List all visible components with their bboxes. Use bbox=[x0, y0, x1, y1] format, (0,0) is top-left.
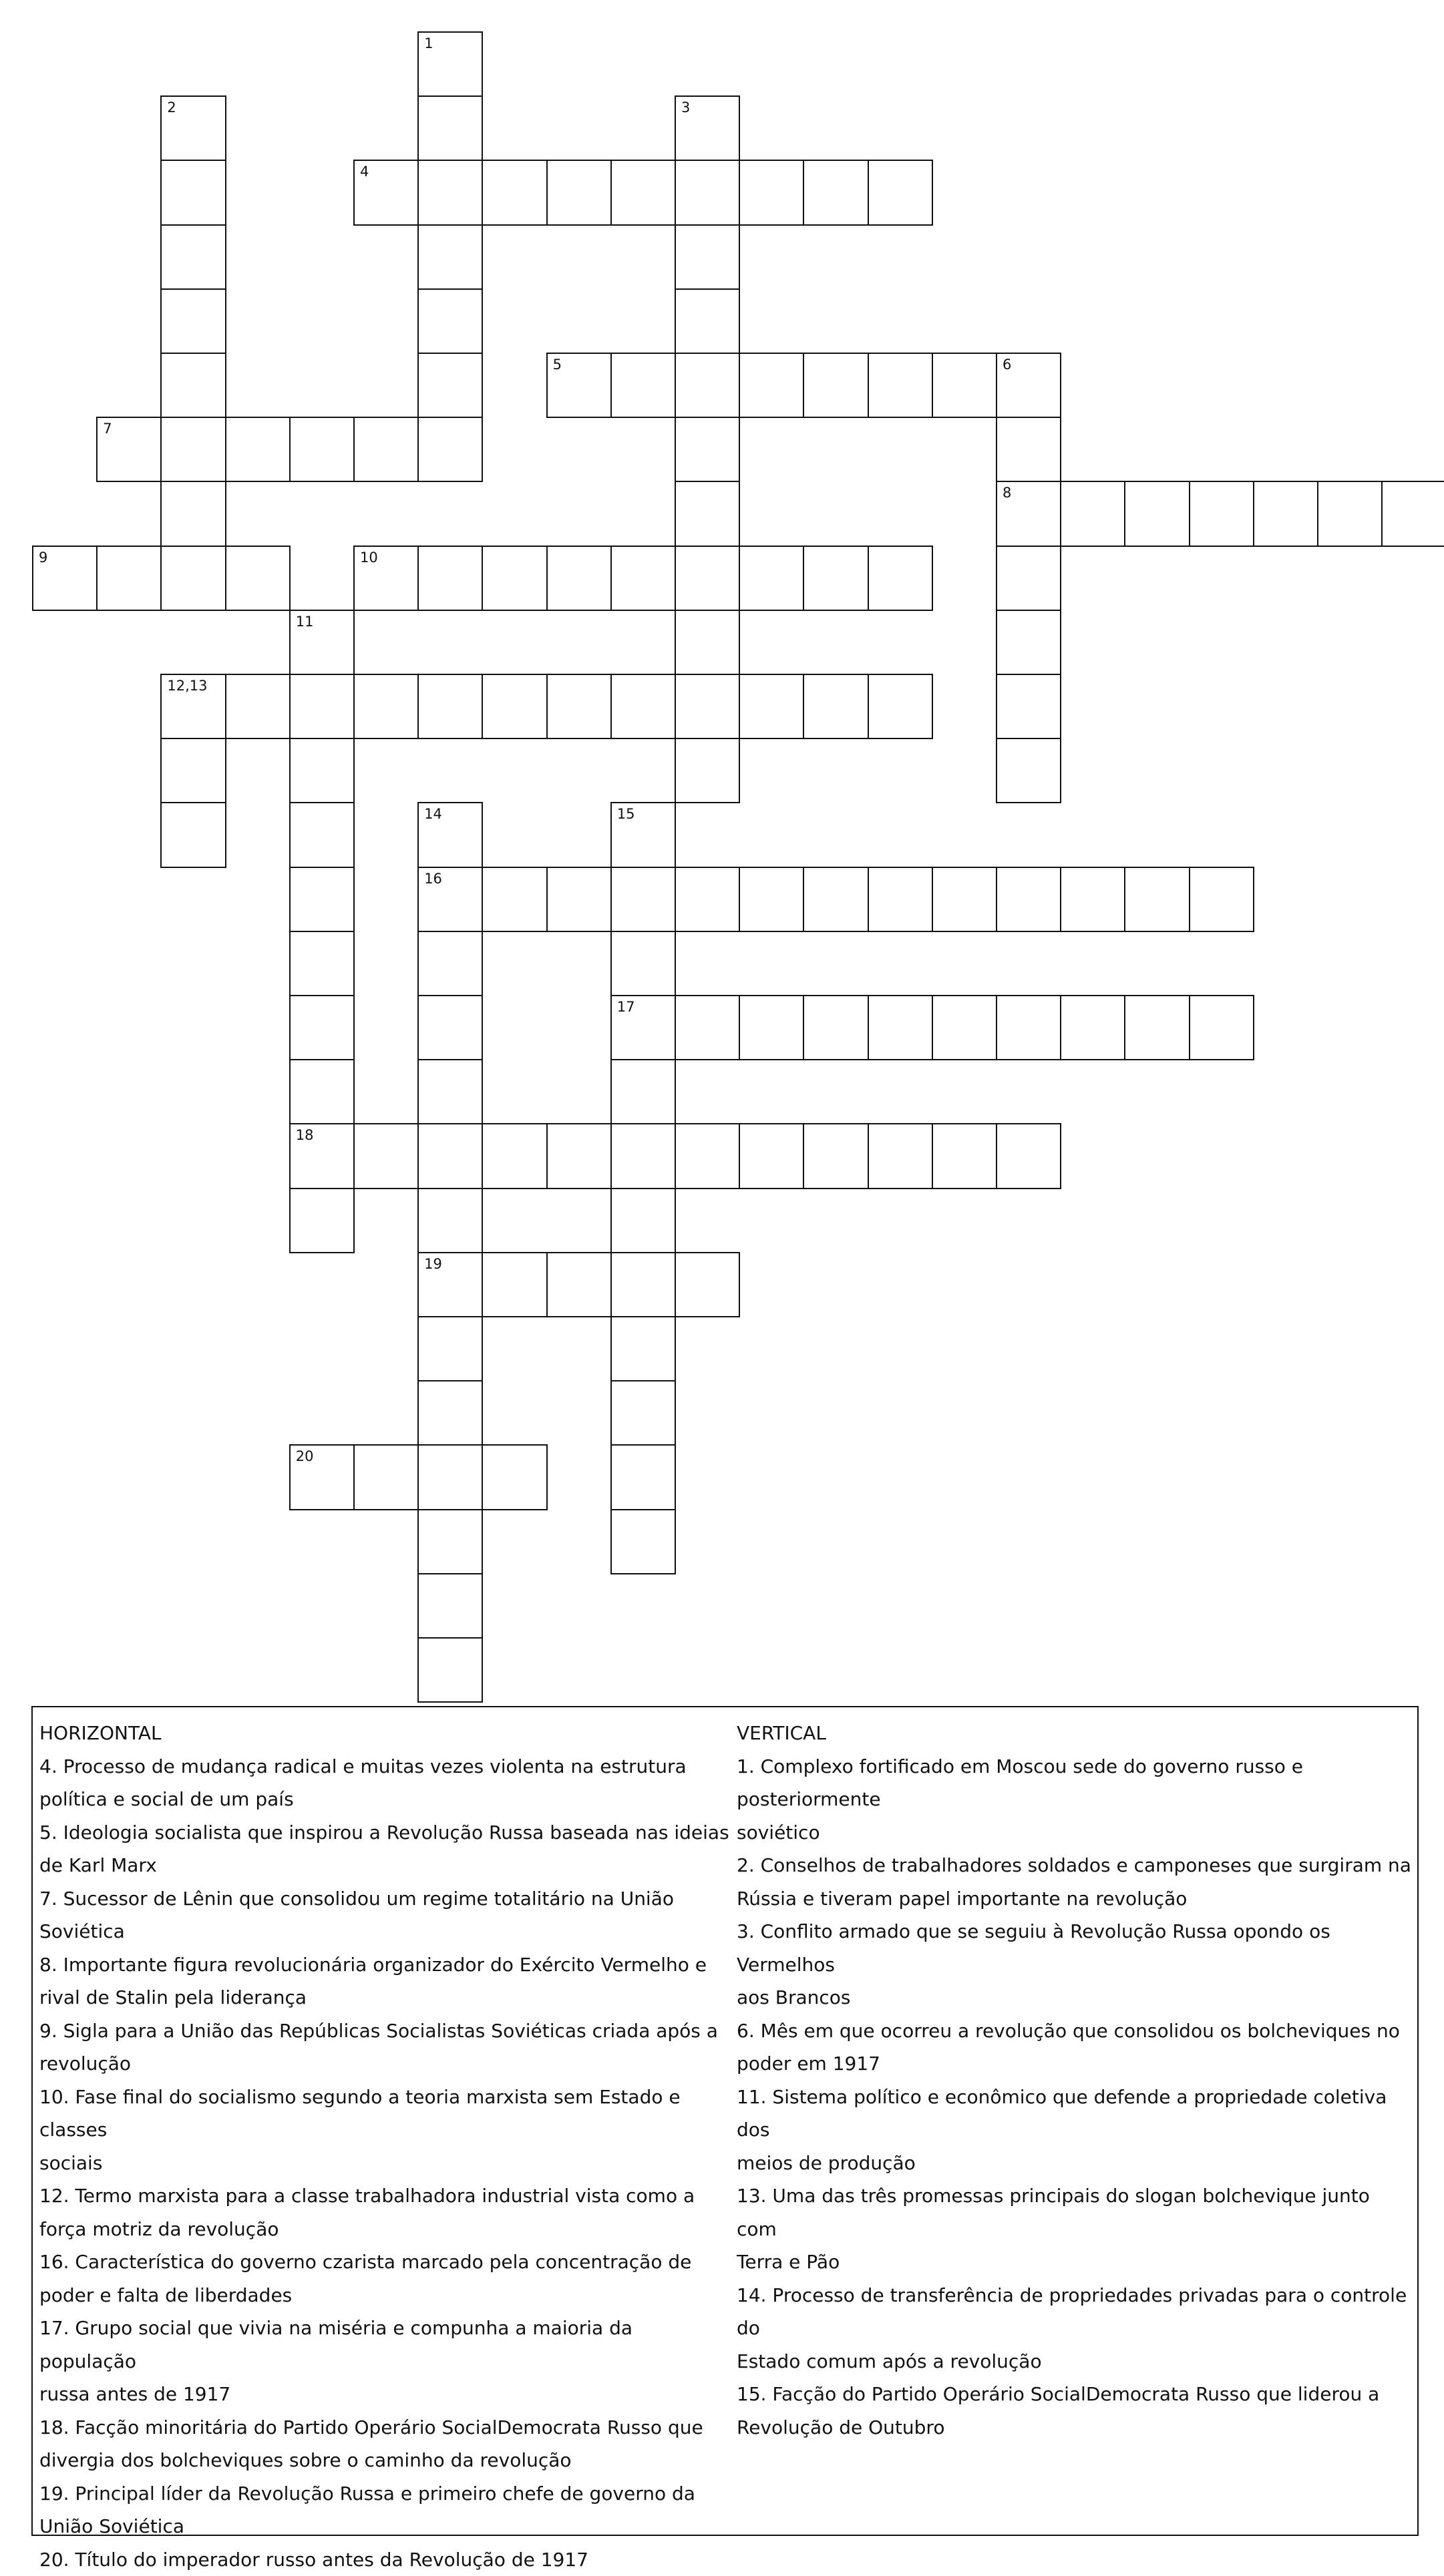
crossword-cell[interactable] bbox=[417, 353, 483, 418]
crossword-cell[interactable] bbox=[868, 353, 933, 418]
crossword-cell[interactable] bbox=[546, 546, 612, 611]
crossword-cell[interactable] bbox=[1124, 867, 1190, 932]
crossword-cell[interactable] bbox=[1189, 867, 1254, 932]
clue-number: 3 bbox=[681, 101, 690, 115]
crossword-cell[interactable] bbox=[610, 995, 676, 1060]
vertical-clue-line: 6. Mês em que ocorreu a revolução que consolidou os bolcheviques no bbox=[737, 2014, 1411, 2048]
crossword-cell[interactable] bbox=[868, 1123, 933, 1189]
horizontal-clue-line: sociais bbox=[39, 2147, 731, 2180]
horizontal-clue-line: divergia dos bolcheviques sobre o caminho da revolução bbox=[39, 2444, 731, 2477]
crossword-cell[interactable] bbox=[739, 674, 804, 739]
crossword-cell[interactable] bbox=[803, 674, 868, 739]
clue-number: 18 bbox=[296, 1128, 314, 1142]
crossword-cell[interactable] bbox=[289, 610, 355, 675]
crossword-cell[interactable] bbox=[160, 738, 226, 803]
vertical-clue-line: soviético bbox=[737, 1816, 1411, 1850]
clue-number: 16 bbox=[424, 872, 442, 886]
crossword-cell[interactable] bbox=[225, 546, 291, 611]
crossword-cell[interactable] bbox=[482, 674, 547, 739]
vertical-clue-line: Rússia e tiveram papel importante na revolução bbox=[737, 1882, 1411, 1916]
clue-number: 2 bbox=[167, 101, 176, 115]
crossword-cell[interactable] bbox=[1060, 867, 1125, 932]
crossword-cell[interactable] bbox=[739, 546, 804, 611]
vertical-clue-line: aos Brancos bbox=[737, 1981, 1411, 2014]
crossword-cell[interactable] bbox=[868, 867, 933, 932]
crossword-cell[interactable] bbox=[610, 353, 676, 418]
crossword-cell[interactable] bbox=[96, 546, 162, 611]
crossword-cell[interactable] bbox=[739, 867, 804, 932]
crossword-cell[interactable] bbox=[610, 1188, 676, 1253]
crossword-cell[interactable] bbox=[675, 1123, 740, 1189]
crossword-cell[interactable] bbox=[417, 546, 483, 611]
clue-number: 8 bbox=[1003, 486, 1011, 500]
horizontal-clue-line: 16. Característica do governo czarista marcado pela concentração de bbox=[39, 2245, 731, 2279]
crossword-cell[interactable] bbox=[225, 417, 291, 482]
clue-number: 4 bbox=[360, 165, 369, 179]
crossword-cell[interactable] bbox=[610, 1380, 676, 1446]
crossword-cell[interactable] bbox=[32, 546, 98, 611]
crossword-cell[interactable] bbox=[417, 1059, 483, 1124]
crossword-cell[interactable] bbox=[546, 1252, 612, 1317]
vertical-clue-line: poder em 1917 bbox=[737, 2047, 1411, 2081]
crossword-cell[interactable] bbox=[739, 1123, 804, 1189]
crossword-cell[interactable] bbox=[160, 802, 226, 867]
horizontal-clue-line: rival de Stalin pela liderança bbox=[39, 1981, 731, 2014]
crossword-cell[interactable] bbox=[417, 867, 483, 932]
clue-number: 9 bbox=[39, 551, 47, 565]
crossword-cell[interactable] bbox=[289, 867, 355, 932]
crossword-cell[interactable] bbox=[289, 1444, 355, 1510]
clue-number: 1 bbox=[424, 37, 433, 51]
crossword-cell[interactable] bbox=[803, 353, 868, 418]
horizontal-clue-line: 18. Facção minoritária do Partido Operário SocialDemocrata Russo que bbox=[39, 2411, 731, 2444]
crossword-cell[interactable] bbox=[353, 160, 419, 225]
crossword-cell[interactable] bbox=[996, 417, 1061, 482]
crossword-cell[interactable] bbox=[353, 1444, 419, 1510]
crossword-cell[interactable] bbox=[996, 995, 1061, 1060]
crossword-cell[interactable] bbox=[675, 95, 740, 161]
crossword-cell[interactable] bbox=[739, 353, 804, 418]
crossword-cell[interactable] bbox=[996, 610, 1061, 675]
crossword-cell[interactable] bbox=[610, 546, 676, 611]
vertical-clue-line: 3. Conflito armado que se seguiu à Revolução Russa opondo os Vermelhos bbox=[737, 1915, 1411, 1981]
vertical-clue-line: meios de produção bbox=[737, 2147, 1411, 2180]
vertical-clue-line: 15. Facção do Partido Operário SocialDemocrata Russo que liderou a bbox=[737, 2378, 1411, 2411]
crossword-cell[interactable] bbox=[1060, 995, 1125, 1060]
crossword-cell[interactable] bbox=[289, 417, 355, 482]
clue-number: 5 bbox=[553, 358, 562, 372]
crossword-cell[interactable] bbox=[868, 995, 933, 1060]
horizontal-clue-line: 9. Sigla para a União das Repúblicas Socialistas Soviéticas criada após a bbox=[39, 2014, 731, 2048]
crossword-cell[interactable] bbox=[1189, 995, 1254, 1060]
clue-number: 7 bbox=[103, 422, 112, 436]
crossword-cell[interactable] bbox=[610, 931, 676, 996]
crossword-cell[interactable] bbox=[482, 546, 547, 611]
crossword-cell[interactable] bbox=[675, 610, 740, 675]
crossword-cell[interactable] bbox=[932, 995, 997, 1060]
crossword-cell[interactable] bbox=[932, 1123, 997, 1189]
horizontal-clue-line: 12. Termo marxista para a classe trabalhadora industrial vista como a bbox=[39, 2179, 731, 2213]
clues-box bbox=[31, 1706, 1419, 2536]
crossword-cell[interactable] bbox=[417, 1573, 483, 1639]
crossword-cell[interactable] bbox=[546, 674, 612, 739]
crossword-cell[interactable] bbox=[417, 1188, 483, 1253]
crossword-cell[interactable] bbox=[160, 481, 226, 546]
crossword-cell[interactable] bbox=[160, 224, 226, 290]
crossword-cell[interactable] bbox=[417, 224, 483, 290]
crossword-cell[interactable] bbox=[996, 546, 1061, 611]
horizontal-clue-line: 20. Título do imperador russo antes da Revolução de 1917 bbox=[39, 2543, 731, 2576]
crossword-cell[interactable] bbox=[675, 674, 740, 739]
crossword-cell[interactable] bbox=[417, 1444, 483, 1510]
crossword-cell[interactable] bbox=[96, 417, 162, 482]
crossword-cell[interactable] bbox=[417, 417, 483, 482]
horizontal-clue-line: poder e falta de liberdades bbox=[39, 2279, 731, 2312]
crossword-cell[interactable] bbox=[803, 867, 868, 932]
crossword-cell[interactable] bbox=[417, 995, 483, 1060]
crossword-cell[interactable] bbox=[417, 674, 483, 739]
crossword-cell[interactable] bbox=[868, 674, 933, 739]
crossword-cell[interactable] bbox=[610, 802, 676, 867]
crossword-cell[interactable] bbox=[675, 867, 740, 932]
crossword-cell[interactable] bbox=[417, 95, 483, 161]
crossword-cell[interactable] bbox=[353, 546, 419, 611]
crossword-cell[interactable] bbox=[417, 1252, 483, 1317]
crossword-cell[interactable] bbox=[610, 1059, 676, 1124]
crossword-cell[interactable] bbox=[610, 674, 676, 739]
crossword-cell[interactable] bbox=[739, 160, 804, 225]
crossword-cell[interactable] bbox=[932, 353, 997, 418]
crossword-cell[interactable] bbox=[868, 546, 933, 611]
horizontal-clue-line: 8. Importante figura revolucionária organizador do Exército Vermelho e bbox=[39, 1948, 731, 1982]
crossword-cell[interactable] bbox=[353, 1123, 419, 1189]
crossword-cell[interactable] bbox=[160, 288, 226, 354]
crossword-cell[interactable] bbox=[289, 802, 355, 867]
crossword-cell[interactable] bbox=[675, 995, 740, 1060]
crossword-cell[interactable] bbox=[932, 867, 997, 932]
crossword-cell[interactable] bbox=[739, 995, 804, 1060]
crossword-cell[interactable] bbox=[610, 867, 676, 932]
crossword-cell[interactable] bbox=[675, 481, 740, 546]
crossword-cell[interactable] bbox=[417, 1509, 483, 1574]
crossword-cell[interactable] bbox=[1381, 481, 1444, 546]
crossword-cell[interactable] bbox=[803, 160, 868, 225]
crossword-cell[interactable] bbox=[160, 674, 226, 739]
horizontal-clue-line: 19. Principal líder da Revolução Russa e primeiro chefe de governo da bbox=[39, 2477, 731, 2511]
horizontal-clue-line: 5. Ideologia socialista que inspirou a Revolução Russa baseada nas ideias bbox=[39, 1816, 731, 1850]
vertical-clue-line: Revolução de Outubro bbox=[737, 2411, 1411, 2444]
crossword-cell[interactable] bbox=[675, 417, 740, 482]
crossword-cell[interactable] bbox=[1253, 481, 1318, 546]
crossword-cell[interactable] bbox=[482, 867, 547, 932]
crossword-cell[interactable] bbox=[996, 353, 1061, 418]
vertical-clue-line: 14. Processo de transferência de propriedades privadas para o controle do bbox=[737, 2279, 1411, 2345]
crossword-cell[interactable] bbox=[417, 288, 483, 354]
crossword-cell[interactable] bbox=[417, 802, 483, 867]
clue-number: 12,13 bbox=[167, 679, 207, 693]
crossword-cell[interactable] bbox=[289, 1188, 355, 1253]
horizontal-clue-line: política e social de um país bbox=[39, 1783, 731, 1816]
horizontal-clue-line: Soviética bbox=[39, 1915, 731, 1948]
horizontal-clue-line: revolução bbox=[39, 2047, 731, 2081]
crossword-cell[interactable] bbox=[417, 1123, 483, 1189]
clue-number: 17 bbox=[617, 1000, 635, 1014]
crossword-cell[interactable] bbox=[996, 674, 1061, 739]
crossword-cell[interactable] bbox=[1060, 481, 1125, 546]
crossword-cell[interactable] bbox=[160, 95, 226, 161]
crossword-cell[interactable] bbox=[996, 867, 1061, 932]
crossword-cell[interactable] bbox=[417, 31, 483, 97]
crossword-cell[interactable] bbox=[996, 738, 1061, 803]
clue-number: 20 bbox=[296, 1450, 314, 1464]
crossword-cell[interactable] bbox=[675, 738, 740, 803]
crossword-cell[interactable] bbox=[160, 417, 226, 482]
clue-number: 11 bbox=[296, 615, 314, 629]
crossword-cell[interactable] bbox=[803, 1123, 868, 1189]
vertical-clue-line: 1. Complexo fortificado em Moscou sede do governo russo e posteriormente bbox=[737, 1750, 1411, 1816]
horizontal-clue-line: russa antes de 1917 bbox=[39, 2378, 731, 2411]
crossword-cell[interactable] bbox=[610, 1123, 676, 1189]
crossword-cell[interactable] bbox=[160, 353, 226, 418]
crossword-cell[interactable] bbox=[675, 353, 740, 418]
crossword-cell[interactable] bbox=[675, 224, 740, 290]
vertical-clue-line: 13. Uma das três promessas principais do slogan bolchevique junto com bbox=[737, 2179, 1411, 2245]
clue-number: 19 bbox=[424, 1257, 442, 1271]
horizontal-clues bbox=[39, 1717, 731, 2576]
crossword-cell[interactable] bbox=[675, 288, 740, 354]
crossword-cell[interactable] bbox=[1189, 481, 1254, 546]
vertical-clue-line: Estado comum após a revolução bbox=[737, 2345, 1411, 2378]
crossword-cell[interactable] bbox=[417, 1380, 483, 1446]
vertical-clue-line: Terra e Pão bbox=[737, 2245, 1411, 2279]
horizontal-clue-line: 7. Sucessor de Lênin que consolidou um regime totalitário na União bbox=[39, 1882, 731, 1916]
vertical-clues bbox=[737, 1717, 1411, 2444]
crossword-cell[interactable] bbox=[160, 160, 226, 225]
crossword-cell[interactable] bbox=[417, 160, 483, 225]
crossword-cell[interactable] bbox=[546, 353, 612, 418]
crossword-cell[interactable] bbox=[675, 546, 740, 611]
crossword-cell[interactable] bbox=[610, 1444, 676, 1510]
horizontal-clue-line: União Soviética bbox=[39, 2510, 731, 2543]
crossword-cell[interactable] bbox=[803, 546, 868, 611]
crossword-cell[interactable] bbox=[610, 1316, 676, 1381]
vertical-clue-line: 2. Conselhos de trabalhadores soldados e camponeses que surgiram na bbox=[737, 1849, 1411, 1882]
clue-number: 10 bbox=[360, 551, 378, 565]
crossword-cell[interactable] bbox=[1124, 995, 1190, 1060]
vertical-clue-line: 11. Sistema político e econômico que defende a propriedade coletiva dos bbox=[737, 2081, 1411, 2147]
vertical-heading: VERTICAL bbox=[737, 1717, 1411, 1750]
crossword-cell[interactable] bbox=[289, 1123, 355, 1189]
clue-number: 14 bbox=[424, 807, 442, 821]
crossword-cell[interactable] bbox=[996, 1123, 1061, 1189]
crossword-cell[interactable] bbox=[353, 417, 419, 482]
crossword-cell[interactable] bbox=[546, 1123, 612, 1189]
horizontal-clue-line: 4. Processo de mudança radical e muitas vezes violenta na estrutura bbox=[39, 1750, 731, 1783]
crossword-cell[interactable] bbox=[610, 1509, 676, 1574]
crossword-cell[interactable] bbox=[160, 546, 226, 611]
crossword-cell[interactable] bbox=[289, 738, 355, 803]
horizontal-clue-line: força motriz da revolução bbox=[39, 2213, 731, 2246]
crossword-cell[interactable] bbox=[610, 160, 676, 225]
clue-number: 6 bbox=[1003, 358, 1011, 372]
crossword-cell[interactable] bbox=[996, 481, 1061, 546]
crossword-cell[interactable] bbox=[289, 931, 355, 996]
crossword-cell[interactable] bbox=[417, 1637, 483, 1703]
crossword-cell[interactable] bbox=[482, 1444, 547, 1510]
crossword-cell[interactable] bbox=[289, 995, 355, 1060]
crossword-cell[interactable] bbox=[482, 160, 547, 225]
horizontal-clue-line: de Karl Marx bbox=[39, 1849, 731, 1882]
crossword-cell[interactable] bbox=[803, 995, 868, 1060]
crossword-cell[interactable] bbox=[353, 674, 419, 739]
horizontal-clue-line: 10. Fase final do socialismo segundo a teoria marxista sem Estado e classes bbox=[39, 2081, 731, 2147]
horizontal-heading: HORIZONTAL bbox=[39, 1717, 731, 1750]
crossword-cell[interactable] bbox=[225, 674, 291, 739]
crossword-cell[interactable] bbox=[675, 160, 740, 225]
crossword-cell[interactable] bbox=[417, 1316, 483, 1381]
crossword-cell[interactable] bbox=[482, 1123, 547, 1189]
crossword-cell[interactable] bbox=[546, 160, 612, 225]
crossword-cell[interactable] bbox=[610, 1252, 676, 1317]
crossword-cell[interactable] bbox=[482, 1252, 547, 1317]
crossword-cell[interactable] bbox=[289, 674, 355, 739]
crossword-cell[interactable] bbox=[546, 867, 612, 932]
crossword-cell[interactable] bbox=[289, 1059, 355, 1124]
horizontal-clue-line: 17. Grupo social que vivia na miséria e compunha a maioria da população bbox=[39, 2312, 731, 2378]
crossword-cell[interactable] bbox=[868, 160, 933, 225]
clue-number: 15 bbox=[617, 807, 635, 821]
crossword-cell[interactable] bbox=[1124, 481, 1190, 546]
crossword-cell[interactable] bbox=[417, 931, 483, 996]
crossword-cell[interactable] bbox=[1317, 481, 1383, 546]
crossword-cell[interactable] bbox=[675, 1252, 740, 1317]
